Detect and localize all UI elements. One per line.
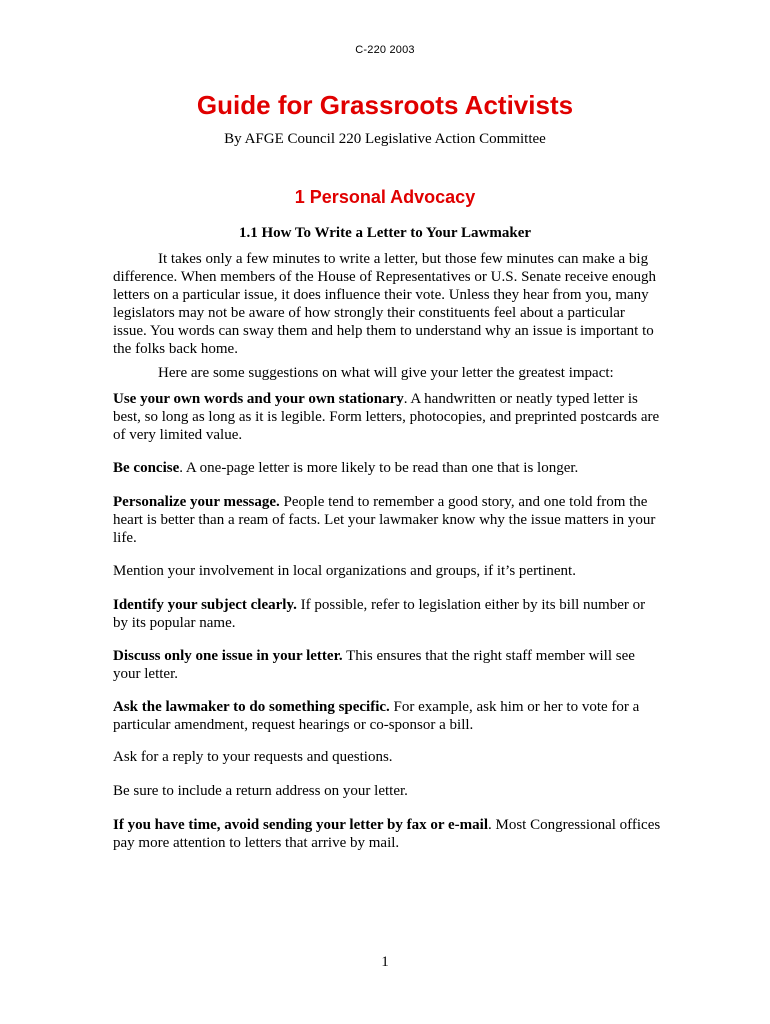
intro-paragraph: It takes only a few minutes to write a letter, but those few minutes can make a big difference. When members of the House of Representatives or U.S. Senate receive enough letters on a particular issue, it does influence their vote. Unless they hear from you, many legislators may not be aware of how strongly their constituents feel about a particular issue. You words can sway them and help them to understand why an issue is important to the folks back home. [113, 251, 657, 357]
tip-identify-bold: Identify your subject clearly. [113, 597, 297, 613]
tip-return-address: Be sure to include a return address on your letter. [113, 783, 408, 799]
tip-own-words-text: . A handwritten or neatly typed letter is best, so long as long as it is legible. Form letters, photocopies, and preprinted postcards are of very limited value. [113, 391, 660, 443]
tip-one-issue-bold: Discuss only one issue in your letter. [113, 648, 343, 664]
tip-own-words-bold: Use your own words and your own stationary [113, 391, 404, 407]
tip-own-words [113, 390, 661, 444]
tip-concise [113, 459, 661, 477]
tip-identify-text: If possible, refer to legislation either by its bill number or by its popular name. [113, 597, 646, 631]
tip-avoid-fax-text: . Most Congressional offices pay more attention to letters that arrive by mail. [113, 817, 661, 851]
tip-ask-specific [113, 698, 661, 734]
document-title: Guide for Grassroots Activists [196, 90, 574, 120]
tip-avoid-fax-bold: If you have time, avoid sending your letter by fax or e-mail [113, 817, 488, 833]
tip-one-issue [113, 647, 661, 683]
document-code: C-220 2003 [355, 44, 415, 56]
tip-avoid-fax [113, 816, 661, 852]
tip-concise-bold: Be concise [113, 460, 180, 476]
tip-involvement: Mention your involvement in local organizations and groups, if it’s pertinent. [113, 563, 576, 579]
suggestions-intro-paragraph: Here are some suggestions on what will give your letter the greatest impact: [158, 365, 614, 381]
tip-identify-subject [113, 596, 661, 632]
tip-ask-reply: Ask for a reply to your requests and questions. [113, 749, 393, 765]
page-number: 1 [381, 954, 389, 970]
tip-concise-text: . A one-page letter is more likely to be read than one that is longer. [179, 460, 579, 476]
tip-personalize-bold: Personalize your message. [113, 494, 280, 510]
tip-ask-specific-bold: Ask the lawmaker to do something specific. [113, 699, 390, 715]
sub-heading: 1.1 How To Write a Letter to Your Lawmaker [238, 225, 532, 241]
tip-one-issue-text: This ensures that the right staff member will see your letter. [113, 648, 635, 682]
section-heading: 1 Personal Advocacy [294, 187, 476, 207]
tip-personalize [113, 493, 661, 547]
byline: By AFGE Council 220 Legislative Action Committee [224, 131, 546, 147]
tip-personalize-text: People tend to remember a good story, and one told from the heart is better than a ream of facts. Let your lawmaker know why the issue matters in your life. [113, 494, 656, 546]
tip-ask-specific-text: For example, ask him or her to vote for a particular amendment, request hearings or co-sponsor a bill. [113, 699, 640, 733]
